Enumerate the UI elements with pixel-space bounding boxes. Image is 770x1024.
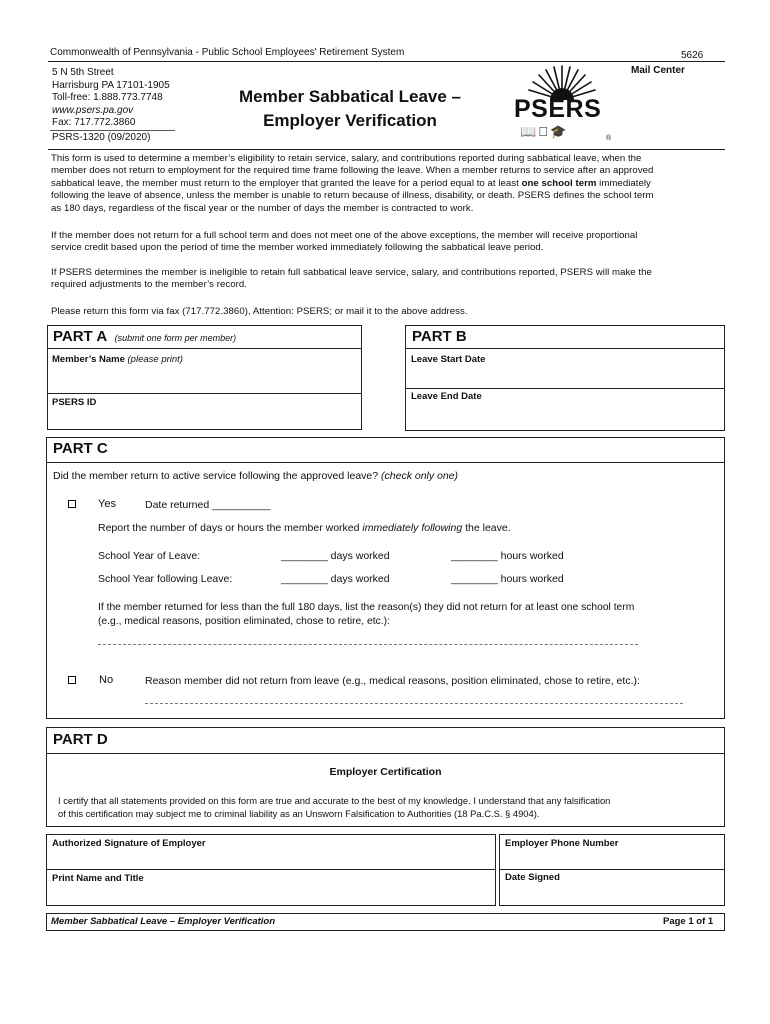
part-a-divider-2	[47, 393, 362, 394]
registered-mark: ®	[606, 135, 612, 142]
part-a-divider	[47, 348, 362, 349]
leave-hours-worked-field[interactable]: ________ hours worked	[451, 550, 564, 562]
member-name-note: (please print)	[127, 354, 183, 365]
phone-field[interactable]	[503, 849, 721, 867]
graduation-cap-icon: 🎓	[543, 124, 562, 139]
part-d-title: PART D	[53, 731, 108, 748]
following-days-worked-field[interactable]: ________ days worked	[281, 573, 390, 585]
address-city: Harrisburg PA 17101-1905	[52, 79, 170, 91]
print-name-label: Print Name and Title	[52, 873, 144, 884]
print-name-field[interactable]	[50, 884, 492, 903]
no-reason-line[interactable]	[145, 703, 683, 704]
book-icon: 📖	[520, 124, 539, 139]
signature-field[interactable]	[50, 849, 492, 867]
agency-address	[52, 67, 170, 130]
school-year-following-label: School Year following Leave:	[98, 573, 233, 585]
intro-line: member does not return to employment for the required time frame following the leave. When a member returns to service after an approved	[51, 165, 654, 177]
psers-logo	[510, 64, 615, 146]
phone-divider	[499, 869, 725, 870]
part-c-divider	[46, 462, 725, 463]
header-rule	[48, 61, 725, 62]
fax-number: Fax: 717.772.3860	[52, 117, 136, 128]
intro-text: immediately	[596, 177, 651, 189]
address-rule	[50, 130, 175, 131]
member-name-field[interactable]	[50, 364, 358, 392]
question-text: Did the member return to active service following the approved leave?	[53, 470, 379, 482]
psers-id-label: PSERS ID	[52, 397, 97, 408]
agency-name: Commonwealth of Pennsylvania - Public School Employees' Retirement System	[50, 47, 405, 58]
phone-label: Employer Phone Number	[505, 838, 619, 849]
mail-center: Mail Center	[631, 65, 685, 76]
leave-end-field[interactable]	[408, 402, 722, 428]
part-d-divider	[46, 753, 725, 754]
report-instruction	[98, 522, 511, 534]
psers-id-field[interactable]	[50, 408, 358, 428]
form-code: 5626	[681, 50, 704, 61]
intro-bold: one school term	[521, 177, 597, 189]
no-checkbox[interactable]	[68, 676, 76, 684]
signature-divider	[46, 869, 496, 870]
date-returned-field[interactable]: Date returned __________	[145, 499, 271, 511]
intro-line	[51, 178, 726, 190]
intro-paragraph-4: Please return this form via fax (717.772.3860), Attention: PSERS; or mail it to the above address.	[51, 306, 468, 317]
address-street: 5 N 5th Street	[52, 67, 114, 78]
form-id: PSRS-1320 (09/2020)	[52, 132, 151, 143]
instruction-line: (e.g., medical reasons, position eliminated, chose to retire, etc.):	[98, 615, 390, 627]
part-b-divider	[405, 348, 725, 349]
intro-paragraph-3	[51, 267, 726, 292]
part-a-header	[53, 328, 236, 346]
intro-line: required adjustments to the member’s record.	[51, 279, 247, 291]
part-a-title: PART A	[53, 328, 108, 345]
date-signed-label: Date Signed	[505, 872, 560, 883]
website-link[interactable]: www.psers.pa.gov	[52, 104, 134, 116]
logo-glyphs	[520, 124, 568, 140]
apple-icon	[538, 124, 544, 139]
question-note: (check only one)	[381, 470, 459, 482]
no-label: No	[99, 674, 114, 686]
report-text: Report the number of days or hours the member worked	[98, 522, 363, 534]
intro-line: service credit based upon the period of time the member worked immediately following the sabbatical leave period.	[51, 242, 544, 254]
page-number: Page 1 of 1	[663, 916, 714, 927]
part-a-note: (submit one form per member)	[114, 333, 237, 343]
leave-start-label: Leave Start Date	[411, 354, 486, 365]
return-question	[53, 470, 458, 482]
date-signed-field[interactable]	[503, 884, 721, 903]
title-line-1: Member Sabbatical Leave –	[238, 87, 462, 106]
part-b-divider-2	[405, 388, 725, 389]
title-line-2: Employer Verification	[263, 111, 437, 130]
signature-label: Authorized Signature of Employer	[52, 838, 206, 849]
report-text: the leave.	[462, 522, 511, 534]
leave-start-field[interactable]	[408, 364, 722, 386]
logo-text: PSERS	[514, 95, 602, 123]
intro-line: If the member does not return for a full school term and does not meet one of the above exceptions, the member will receive proportional	[51, 230, 638, 241]
certification-line: I certify that all statements provided on this form are true and accurate to the best of my knowledge. I understand that any falsification	[58, 795, 611, 806]
intro-text: sabbatical leave, the member must return to the employer that granted the leave for a period equal to at least	[51, 177, 522, 189]
page-title	[225, 85, 475, 133]
certification-line: of this certification may subject me to criminal liability as an Unsworn Falsification to Authorities (18 Pa.C.S. § 4904).	[58, 807, 540, 819]
no-reason-label: Reason member did not return from leave (e.g., medical reasons, position eliminated, chose to retire, etc.):	[145, 675, 640, 687]
intro-paragraph-2	[51, 230, 726, 255]
part-b-title: PART B	[412, 328, 467, 345]
certification-title: Employer Certification	[329, 766, 442, 778]
leave-days-worked-field[interactable]: ________ days worked	[281, 550, 390, 562]
intro-line: following the leave of absence, unless the member is unable to return because of illness, disability, or death. PSERS defines the school term	[51, 190, 654, 202]
report-italic: immediately following	[362, 522, 463, 534]
school-year-leave-label: School Year of Leave:	[98, 550, 201, 562]
leave-end-label: Leave End Date	[411, 391, 482, 402]
reasons-line[interactable]	[98, 644, 638, 645]
intro-line: If PSERS determines the member is ineligible to retain full sabbatical leave service, salary, and contributions reported, PSERS will make the	[51, 267, 652, 278]
following-hours-worked-field[interactable]: ________ hours worked	[451, 573, 564, 585]
intro-line: This form is used to determine a member’s eligibility to retain service, salary, and contributions reported during sabbatical leave, when the	[51, 153, 642, 164]
footer-title: Member Sabbatical Leave – Employer Verification	[51, 916, 276, 927]
toll-free: Toll-free: 1.888.773.7748	[52, 92, 163, 103]
intro-paragraph-1	[51, 153, 726, 215]
member-name-label: Member’s Name	[52, 354, 125, 365]
yes-label: Yes	[98, 498, 116, 510]
instruction-line: If the member returned for less than the full 180 days, list the reason(s) they did not return for at least one school term	[98, 602, 635, 613]
certification-text	[58, 795, 610, 820]
less-than-180-instruction	[98, 601, 634, 628]
header-bottom-rule	[48, 149, 725, 150]
part-c-title: PART C	[53, 440, 108, 457]
yes-checkbox[interactable]	[68, 500, 76, 508]
intro-line: as 180 days, regardless of the fiscal year or the number of days the member is contracted to work.	[51, 202, 474, 214]
